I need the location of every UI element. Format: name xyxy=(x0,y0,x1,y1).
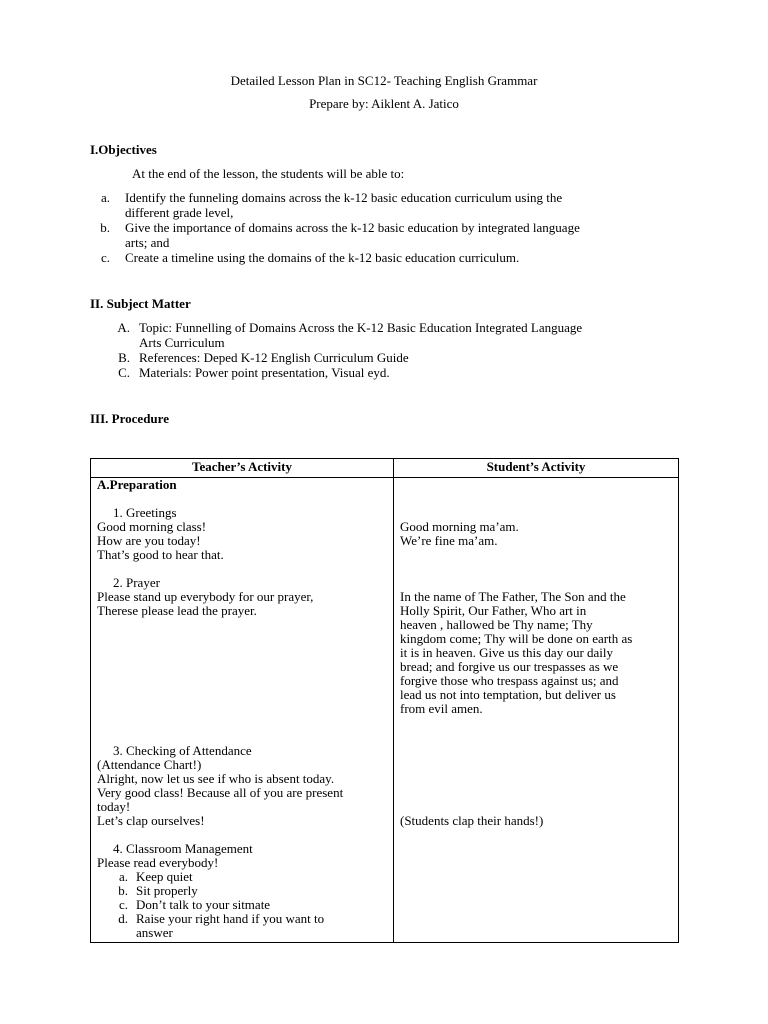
teacher-line: How are you today! xyxy=(97,533,201,548)
prayer-title: 2. Prayer xyxy=(113,575,160,590)
teacher-line: Please read everybody! xyxy=(97,855,219,870)
prayer-line: from evil amen. xyxy=(400,701,483,716)
student-line: (Students clap their hands!) xyxy=(400,813,544,828)
objective-text: different grade level, xyxy=(125,205,234,220)
student-activity-header: Student’s Activity xyxy=(394,459,679,478)
teacher-line: Therese please lead the prayer. xyxy=(97,603,257,618)
teacher-activity-cell xyxy=(91,478,394,943)
list-marker: C. xyxy=(118,365,130,380)
list-marker: B. xyxy=(118,350,130,365)
teacher-line: Alright, now let us see if who is absent today. xyxy=(97,771,335,786)
list-marker: b. xyxy=(100,220,110,235)
list-marker: a. xyxy=(100,190,110,205)
teacher-line: (Attendance Chart!) xyxy=(97,757,202,772)
objectives-intro: At the end of the lesson, the students will be able to: xyxy=(132,166,405,181)
teacher-activity-header: Teacher’s Activity xyxy=(91,459,394,478)
prayer-line: it is in heaven. Give us this day our daily xyxy=(400,645,614,660)
list-marker: A. xyxy=(117,320,130,335)
student-line: Good morning ma’am. xyxy=(400,519,519,534)
teacher-line: Very good class! Because all of you are present xyxy=(97,785,344,800)
rule-item: Sit properly xyxy=(136,883,198,898)
teacher-line: Good morning class! xyxy=(97,519,207,534)
subject-text: References: Deped K-12 English Curriculum Guide xyxy=(139,350,409,365)
prayer-line: In the name of The Father, The Son and the xyxy=(400,589,626,604)
prayer-line: heaven , hallowed be Thy name; Thy xyxy=(400,617,593,632)
teacher-line: That’s good to hear that. xyxy=(97,547,224,562)
teacher-line: today! xyxy=(97,799,131,814)
student-line: We’re fine ma’am. xyxy=(400,533,498,548)
greetings-title: 1. Greetings xyxy=(113,505,177,520)
list-marker: c. xyxy=(100,250,110,265)
rule-item: Keep quiet xyxy=(136,869,193,884)
student-activity-cell xyxy=(394,478,679,943)
prayer-line: lead us not into temptation, but deliver us xyxy=(400,687,616,702)
table-row xyxy=(91,478,679,943)
preparation-heading: A.Preparation xyxy=(97,477,177,492)
teacher-line: Please stand up everybody for our prayer, xyxy=(97,589,314,604)
prayer-line: bread; and forgive us our trespasses as we xyxy=(400,659,619,674)
subject-text: Materials: Power point presentation, Visual eyd. xyxy=(139,365,390,380)
list-marker: c. xyxy=(118,897,128,912)
subject-text: Topic: Funnelling of Domains Across the K-12 Basic Education Integrated Language xyxy=(139,320,583,335)
prayer-line: Holly Spirit, Our Father, Who art in xyxy=(400,603,587,618)
list-marker: b. xyxy=(118,883,128,898)
procedure-heading: III. Procedure xyxy=(90,411,169,426)
objective-text: arts; and xyxy=(125,235,170,250)
prayer-line: kingdom come; Thy will be done on earth as xyxy=(400,631,633,646)
rule-item: Don’t talk to your sitmate xyxy=(136,897,271,912)
prayer-line: forgive those who trespass against us; and xyxy=(400,673,619,688)
procedure-table xyxy=(90,458,679,943)
list-marker: a. xyxy=(118,869,128,884)
teacher-line: Let’s clap ourselves! xyxy=(97,813,205,828)
subject-text: Arts Curriculum xyxy=(139,335,225,350)
rule-item: Raise your right hand if you want to xyxy=(136,911,325,926)
document-title: Detailed Lesson Plan in SC12- Teaching English Grammar xyxy=(230,73,538,88)
objectives-heading: I.Objectives xyxy=(90,142,157,157)
table-header-row xyxy=(91,459,679,478)
management-title: 4. Classroom Management xyxy=(113,841,253,856)
objective-text: Create a timeline using the domains of the k-12 basic education curriculum. xyxy=(125,250,520,265)
list-marker: d. xyxy=(118,911,128,926)
prepared-by: Prepare by: Aiklent A. Jatico xyxy=(309,96,459,111)
attendance-title: 3. Checking of Attendance xyxy=(113,743,252,758)
objective-text: Give the importance of domains across the k-12 basic education by integrated language xyxy=(125,220,580,235)
rule-item-continuation: answer xyxy=(136,925,173,940)
subject-matter-heading: II. Subject Matter xyxy=(90,296,191,311)
objective-text: Identify the funneling domains across the k-12 basic education curriculum using the xyxy=(125,190,563,205)
